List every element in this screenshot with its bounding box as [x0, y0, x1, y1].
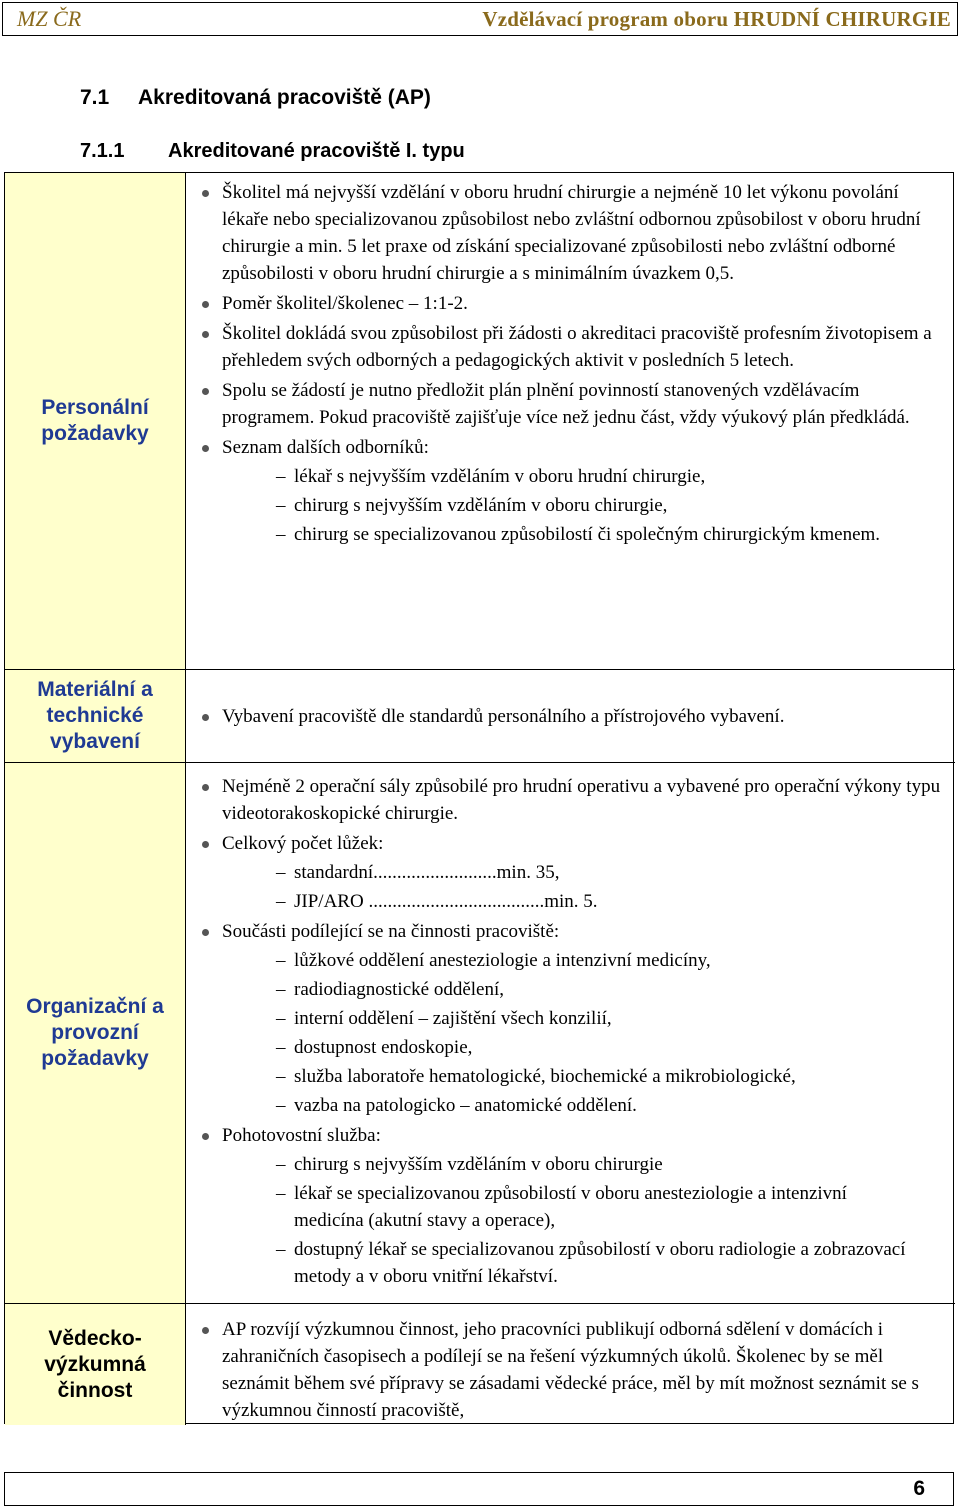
part-item: – interní oddělení – zajištění všech konzilií, — [276, 1005, 947, 1032]
cell-research — [186, 1304, 955, 1425]
header-title: Vzdělávací program oboru HRUDNÍ CHIRURGIE — [482, 6, 951, 31]
bed-name: JIP/ARO — [294, 891, 364, 912]
list-item: Nejméně 2 operační sály způsobilé pro hrudní operativu a vybavené pro operační výkony typu videotorakoskopické chirurgie. — [202, 773, 947, 827]
header-ministry: MZ ČR — [17, 6, 82, 31]
part-item: – lůžkové oddělení anesteziologie a intenzivní medicíny, — [276, 947, 947, 974]
section-number: 7.1 — [80, 86, 110, 109]
emergency-heading: Pohotovostní služba: — [222, 1125, 381, 1146]
emergency-item: – chirurg s nejvyšším vzděláním v oboru chirurgie — [276, 1151, 947, 1178]
beds-heading: Celkový počet lůžek: — [222, 833, 384, 854]
page-number: 6 — [913, 1477, 925, 1500]
subsection-title: Akreditované pracoviště I. typu — [168, 140, 465, 162]
list-item: Poměr školitel/školenec – 1:1-2. — [202, 290, 947, 317]
bed-name: standardní — [294, 862, 374, 883]
part-item: – radiodiagnostické oddělení, — [276, 976, 947, 1003]
bed-value: ..min. 5. — [534, 891, 598, 912]
cell-organizational — [186, 763, 955, 1304]
label-material-text: Materiální a technické vybavení — [37, 678, 153, 753]
expert-item: – chirurg s nejvyšším vzděláním v oboru chirurgie, — [276, 492, 947, 519]
label-research-text: Vědecko-výzkumná činnost — [44, 1326, 146, 1402]
list-item: Vybavení pracoviště dle standardů personálního a přístrojového vybavení. — [202, 703, 784, 730]
bed-value: min. 35, — [496, 862, 560, 883]
label-material — [5, 670, 186, 763]
list-item: Školitel dokládá svou způsobilost při žádosti o akreditaci pracoviště profesním životopisem a přehledem svých odborných a pedagogických aktivit v posledních 5 letech. — [202, 320, 947, 374]
expert-item: – chirurg se specializovanou způsobilostí či společným chirurgickým kmenem. — [276, 521, 947, 548]
bed-item-standard: – standardní..........................min. 35, — [276, 859, 947, 886]
part-item: – vazba na patologicko – anatomické oddělení. — [276, 1092, 947, 1119]
section-title: Akreditovaná pracoviště (AP) — [138, 86, 431, 109]
list-item — [202, 1122, 947, 1290]
subsection-number: 7.1.1 — [80, 140, 125, 162]
section-heading — [80, 86, 431, 110]
cell-material — [186, 670, 955, 763]
cell-personal — [186, 173, 955, 670]
emergency-item: – lékař se specializovanou způsobilostí v oboru anesteziologie a intenzivní medicína (akutní stavy a operace), — [276, 1180, 947, 1234]
page-footer — [4, 1472, 954, 1506]
list-item: Školitel má nejvyšší vzdělání v oboru hrudní chirurgie a nejméně 10 let výkonu povolání lékaře nebo specializovanou způsobilost nebo zvláštní odbornou způsobilost v oboru hrudní chirurgie a min. 5 let praxe od získání specializované způsobilosti nebo zvláštní odborné způsobilosti v oboru hrudní chirurgie a s minimálním úvazkem 0,5. — [202, 179, 947, 287]
label-research — [5, 1304, 186, 1425]
list-item — [202, 918, 947, 1119]
requirements-table — [4, 172, 954, 1424]
list-item — [202, 434, 947, 548]
bed-item-icu: – JIP/ARO .....................................min. 5. — [276, 888, 947, 915]
subsection-heading — [80, 140, 465, 163]
list-item — [202, 830, 947, 915]
expert-item: – lékař s nejvyšším vzděláním v oboru hrudní chirurgie, — [276, 463, 947, 490]
label-organizational-text: Organizační a provozní požadavky — [26, 995, 164, 1070]
label-personal — [5, 173, 186, 670]
label-personal-text: Personální požadavky — [41, 396, 149, 445]
emergency-item: – dostupný lékař se specializovanou způsobilostí v oboru radiologie a zobrazovací metody a v oboru vnitřní lékařství. — [276, 1236, 947, 1290]
part-item: – dostupnost endoskopie, — [276, 1034, 947, 1061]
list-item: AP rozvíjí výzkumnou činnost, jeho pracovníci publikují odborná sdělení v domácích i zahraničních časopisech a podílejí se na řešení výzkumných úkolů. Školenec by se měl seznámit během své přípravy se zásadami vědecké práce, měl by mít možnost seznámit se s výzkumnou činností pracoviště, — [202, 1316, 947, 1424]
experts-heading: Seznam dalších odborníků: — [222, 437, 429, 458]
list-item: Spolu se žádostí je nutno předložit plán plnění povinností stanovených vzdělávacím programem. Pokud pracoviště zajišťuje více než jednu část, vždy výukový plán předkládá. — [202, 377, 947, 431]
part-item: – služba laboratoře hematologické, biochemické a mikrobiologické, — [276, 1063, 947, 1090]
label-organizational — [5, 763, 186, 1304]
parts-heading: Součásti podílející se na činnosti pracoviště: — [222, 921, 560, 942]
page-header — [2, 2, 958, 36]
